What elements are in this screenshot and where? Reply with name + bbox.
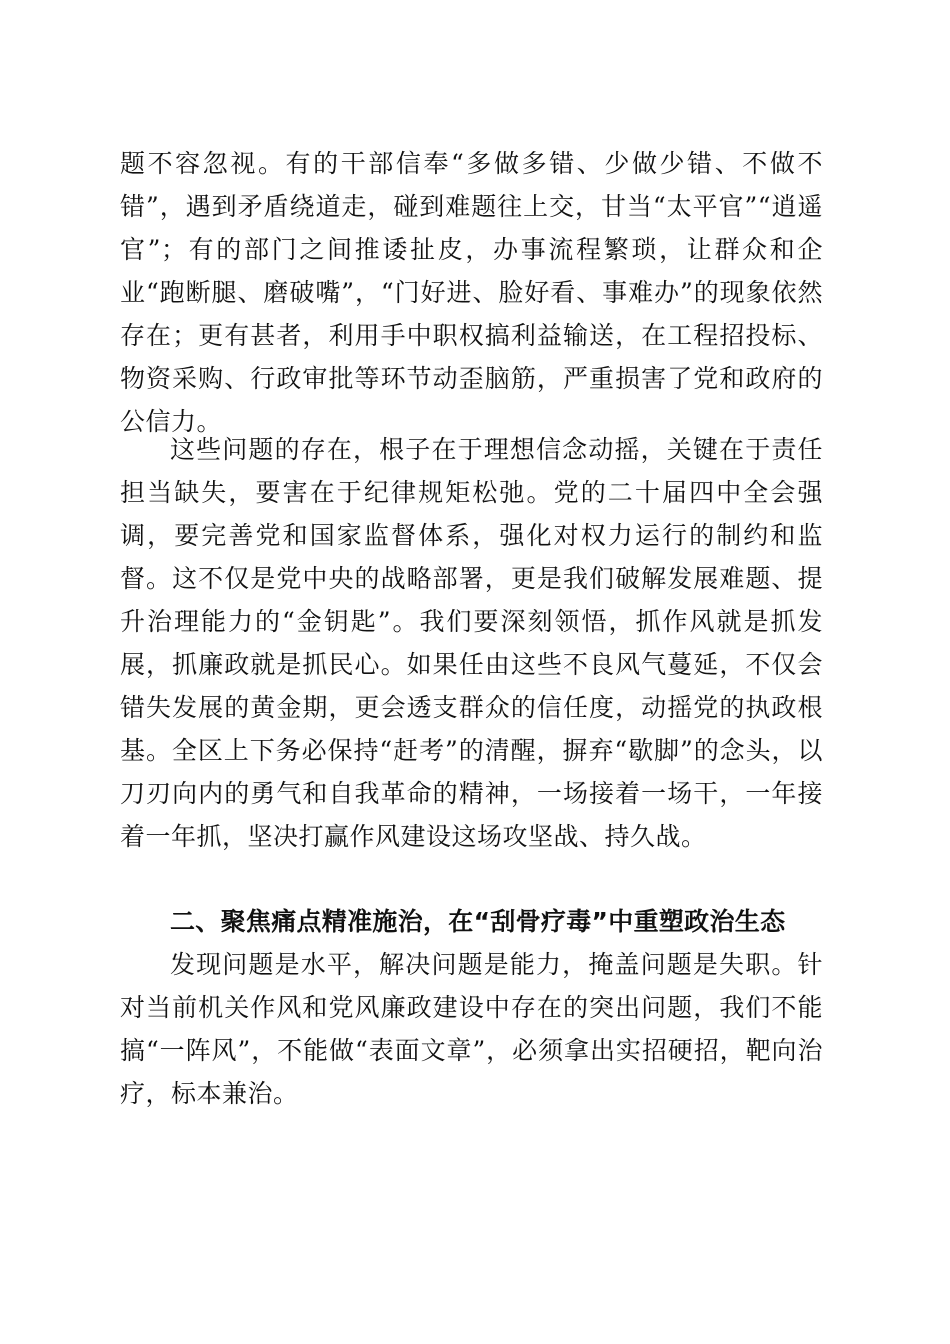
section-two-block: [120, 900, 823, 1115]
paragraph-section-intro: 发现问题是水平，解决问题是能力，掩盖问题是失职。针对当前机关作风和党风廉政建设中存在的突出问题，我们不能搞“一阵风”，不能做“表面文章”，必须拿出实招硬招，靶向治疗，标本兼治。: [120, 950, 823, 1108]
root-cause-paragraph-block: [120, 428, 823, 858]
section-heading: 二、聚焦痛点精准施治，在“刮骨疗毒”中重塑政治生态: [170, 907, 786, 936]
paragraph-root-cause: 这些问题的存在，根子在于理想信念动摇，关键在于责任担当缺失，要害在于纪律规矩松弛。党的二十届四中全会强调，要完善党和国家监督体系，强化对权力运行的制约和监督。这不仅是党中央的战略部署，更是我们破解发展难题、提升治理能力的“金钥匙”。我们要深刻领悟，抓作风就是抓发展，抓廉政就是抓民心。如果任由这些不良风气蔓延，不仅会错失发展的黄金期，更会透支群众的信任度，动摇党的执政根基。全区上下务必保持“赶考”的清醒，摒弃“歇脚”的念头，以刀刃向内的勇气和自我革命的精神，一场接着一场干，一年接着一年抓，坚决打赢作风建设这场攻坚战、持久战。: [120, 435, 823, 851]
continued-paragraph-block: [120, 142, 823, 443]
paragraph-continued: 题不容忽视。有的干部信奉“多做多错、少做少错、不做不错”，遇到矛盾绕道走，碰到难题往上交，甘当“太平官”“逍遥官”；有的部门之间推诿扯皮，办事流程繁琐，让群众和企业“跑断腿、磨破嘴”，“门好进、脸好看、事难办”的现象依然存在；更有甚者，利用手中职权搞利益输送，在工程招投标、物资采购、行政审批等环节动歪脑筋，严重损害了党和政府的公信力。: [120, 149, 823, 436]
